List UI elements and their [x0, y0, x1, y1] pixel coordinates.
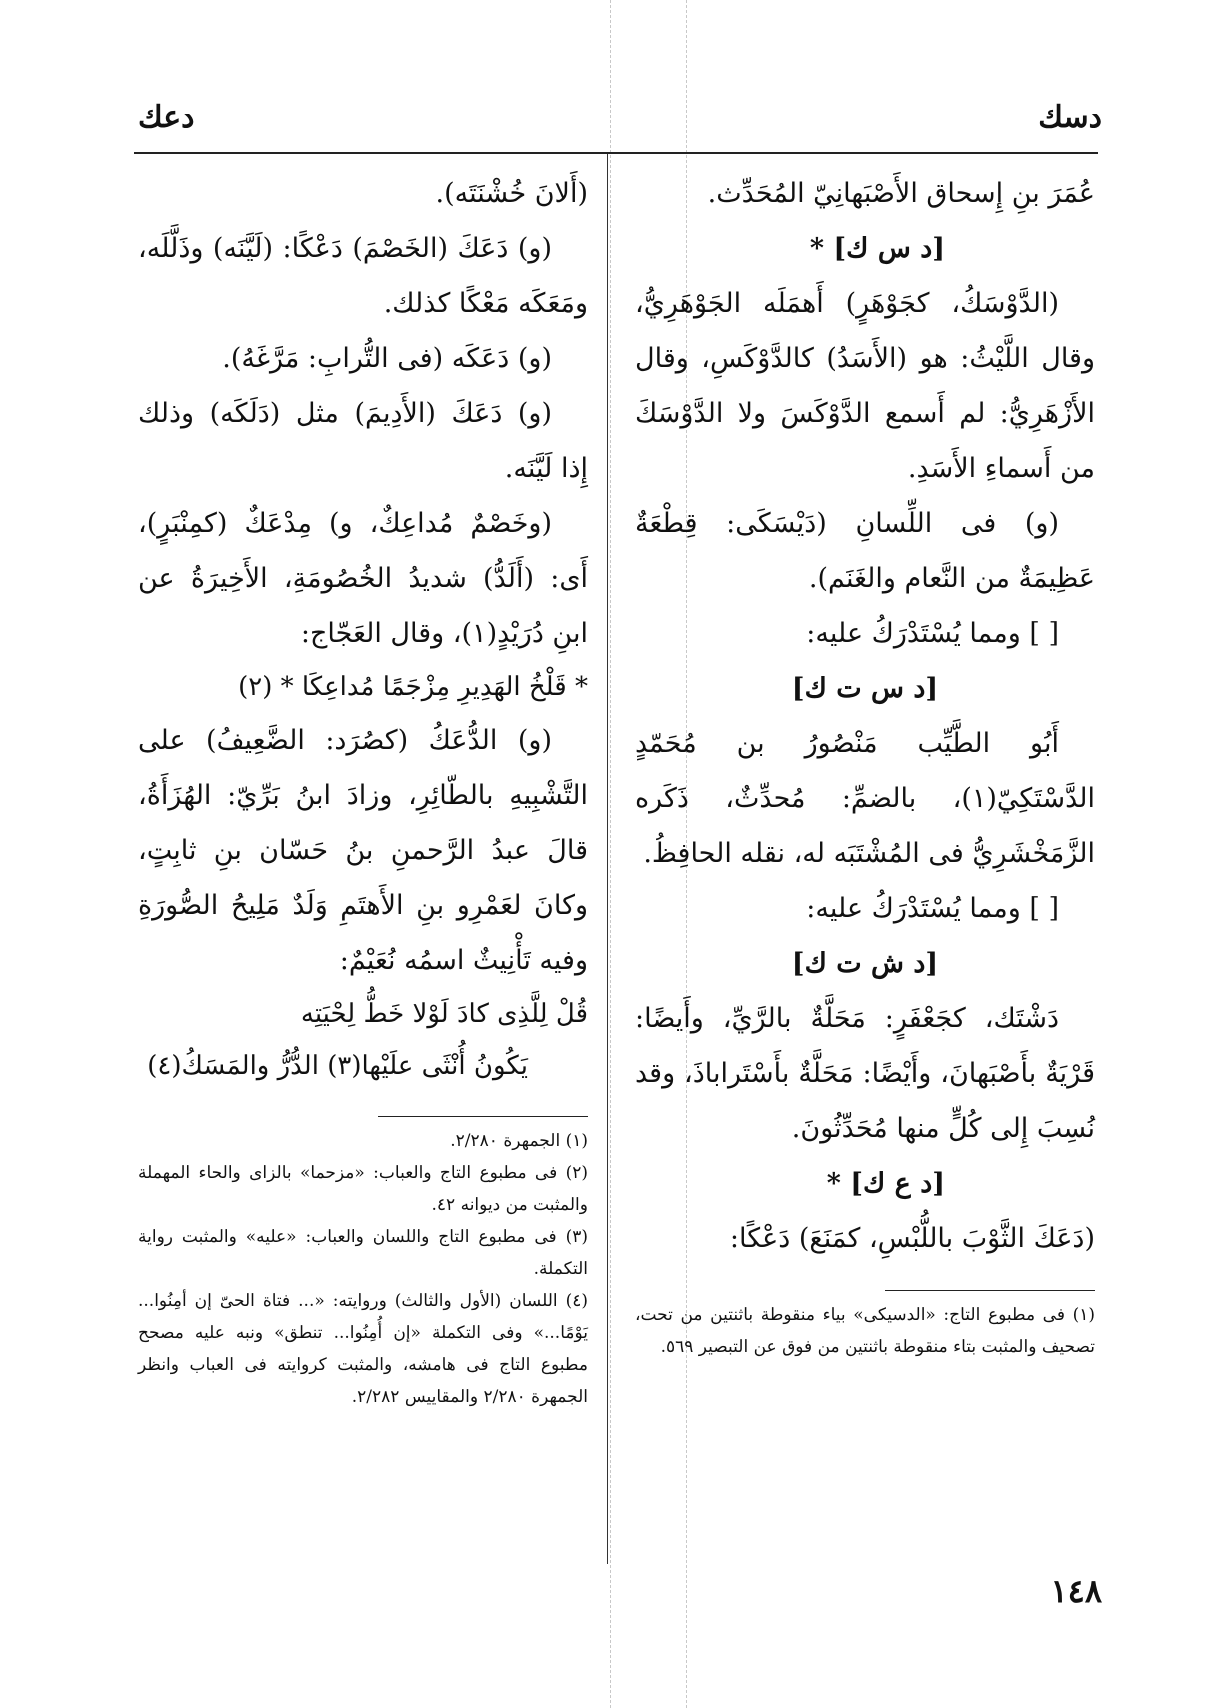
verse-line: * قَلْخُ الهَدِيرِ مِزْجَمًا مُداعِكَا * (٢) — [238, 672, 588, 702]
column-separator — [607, 154, 608, 1564]
footnotes-right — [635, 1299, 1095, 1363]
running-head-left: دعك — [138, 100, 195, 135]
entry-heading: [د س ك] * — [809, 233, 945, 264]
paragraph: (دَعَكَ الثَّوْبَ باللُّبْسِ، كمَنَعَ) دَعْكًا: — [729, 1223, 1095, 1254]
right-column — [635, 166, 1095, 1363]
paragraph: (و) دَعَكَ (الخَصْمَ) دَعْكًا: (لَيَّنَه) وذَلَّلَه، ومَعَكَه مَعْكًا كذلك. — [138, 233, 588, 319]
page-fold-line — [610, 0, 611, 1708]
left-column — [138, 166, 588, 1413]
footnote: (١) فى مطبوع التاج: «الدسيكى» بياء منقوطة باثنتين من تحت، تصحيف والمثبت بتاء منقوطة باثنتين من فوق عن التبصير ٥٦٩. — [635, 1305, 1095, 1357]
footnote: (٤) اللسان (الأول والثالث) وروايته: «... فتاة الحىّ إن أمِنُوا... يَوْمًا...» وفى التكملة «إن أُمِنُوا... تنطق» ونبه عليه مصحح مطبوع التاج فى هامشه، والمثبت كروايته فى العباب وانظر الجمهرة ٢/٢٨٠ والمقاييس ٢/٢٨٢. — [138, 1291, 588, 1407]
header-rule — [134, 152, 1098, 154]
footnote: (٣) فى مطبوع التاج واللسان والعباب: «عليه» والمثبت رواية التكملة. — [138, 1227, 588, 1279]
entry-heading: [د ش ت ك] — [791, 948, 939, 979]
paragraph: (أَلانَ خُشْنَتَه). — [435, 178, 588, 209]
footnote-rule — [378, 1116, 588, 1117]
paragraph: عُمَرَ بنِ إِسحاق الأَصْبَهانِيّ المُحَدِّث. — [707, 178, 1095, 209]
paragraph: (و) الدُّعَكُ (كصُرَد: الضَّعِيفُ) على التَّشْبِيهِ بالطّائِرِ، وزادَ ابنُ بَرِّيّ: الهُزَأَةُ، قالَ عبدُ الرَّحمنِ بنُ حَسّان بنِ ثابِتٍ، وكانَ لعَمْرِو بنِ الأَهتَمِ وَلَدٌ مَلِيحُ الصُّورَةِ وفيه تَأْنِيثٌ اسمُه نُعَيْمٌ: — [138, 725, 588, 976]
footnote: (٢) فى مطبوع التاج والعباب: «مزحما» بالزاى والحاء المهملة والمثبت من ديوانه ٤٢. — [138, 1163, 588, 1215]
paragraph: [ ] ومما يُسْتَدْرَكُ عليه: — [806, 893, 1059, 924]
paragraph: أَبُو الطَّيِّب مَنْصُورُ بن مُحَمّدٍ الدَّسْتَكِيّ(١)، بالضمِّ: مُحدِّثٌ، ذَكَره الزَّمَخْشَرِيُّ فى المُشْتَبَه له، نقله الحافِظُ. — [635, 728, 1095, 869]
footnotes-left — [138, 1125, 588, 1413]
paragraph: (وخَصْمٌ مُداعِكٌ، و) مِدْعَكٌ (كمِنْبَرٍ)، أَى: (أَلَدُّ) شديدُ الخُصُومَةِ، الأَخِيرَةُ عن ابنِ دُرَيْدٍ(١)، وقال العَجّاج: — [138, 508, 588, 649]
page-number: ١٤٨ — [1050, 1572, 1102, 1610]
paragraph: (و) دَعَكَه (فى التُّرابِ: مَرَّغَهُ). — [222, 343, 552, 374]
paragraph: (الدَّوْسَكُ، كجَوْهَرٍ) أَهمَلَه الجَوْهَرِيُّ، وقال اللَّيْثُ: هو (الأَسَدُ) كالدَّوْكَسِ، وقال الأَزْهَرِيُّ: لم أَسمع الدَّوْكَسَ ولا الدَّوْسَكَ من أَسماءِ الأَسَدِ. — [635, 288, 1095, 484]
verse-line: يَكُونُ أُنْثَى علَيْها(٣) الدُّرُّ والمَسَكُ(٤) — [147, 1051, 528, 1081]
paragraph: (و) فى اللِّسانِ (دَيْسَكَى: قِطْعَةٌ عَظِيمَةٌ من النَّعام والغَنَم). — [635, 508, 1095, 594]
footnote-rule — [885, 1290, 1095, 1291]
paragraph: دَشْتَك، كجَعْفَرٍ: مَحَلَّةٌ بالرَّيِّ، وأَيضًا: قَرْيَةٌ بأَصْبَهانَ، وأَيْضًا: مَحَلَّةٌ بأَسْتَراباذَ، وقد نُسِبَ إِلى كُلٍّ منها مُحَدِّثُونَ. — [635, 1003, 1095, 1144]
running-head-right: دسك — [1038, 100, 1102, 135]
entry-heading: [د ع ك] * — [826, 1168, 945, 1199]
verse-line: قُلْ لِلَّذِى كادَ لَوْلا خَطُّ لِحْيَتِه — [300, 999, 588, 1029]
paragraph: (و) دَعَكَ (الأَدِيمَ) مثل (دَلَكَه) وذلك إِذا لَيَّنَه. — [138, 398, 588, 484]
entry-heading: [د س ت ك] — [791, 673, 939, 704]
footnote: (١) الجمهرة ٢/٢٨٠. — [450, 1131, 588, 1151]
paragraph: [ ] ومما يُسْتَدْرَكُ عليه: — [806, 618, 1059, 649]
